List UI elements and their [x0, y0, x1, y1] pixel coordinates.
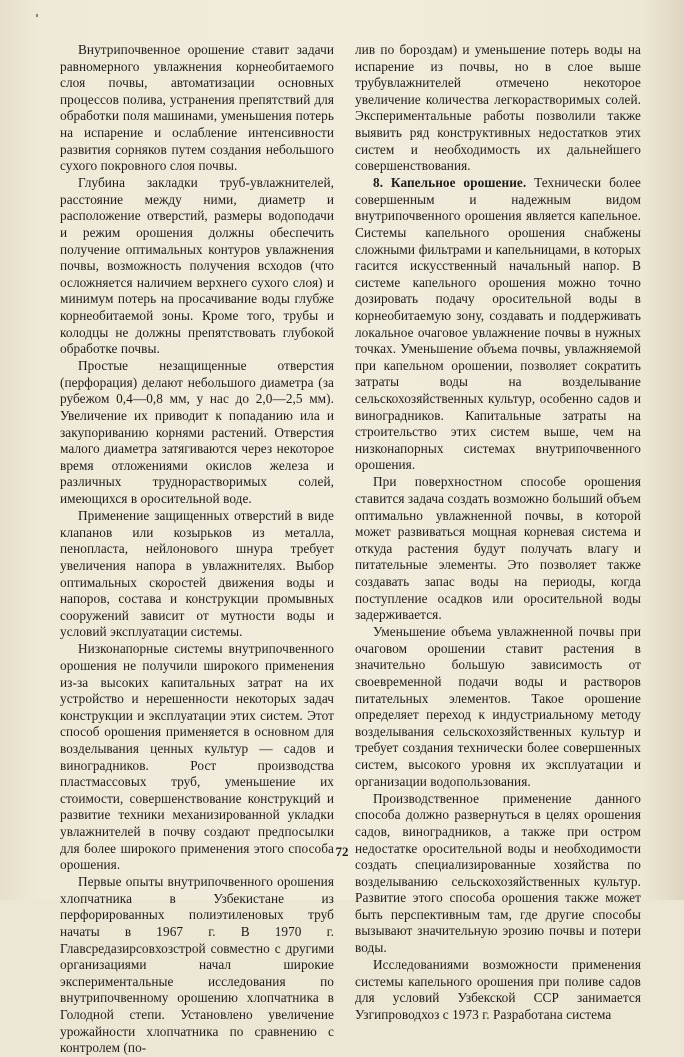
paragraph — [355, 791, 641, 957]
left-text-column — [60, 42, 334, 1057]
paragraph — [60, 175, 334, 358]
paragraph — [355, 624, 641, 790]
paragraph-text: Простые незащищенные отверстия (перфорация) делают небольшого диаметра (за рубежом 0,4—0,8 мм, у нас до 2,0—2,5 мм). Увеличение их приводит к попаданию ила и закупориванию корнями растений. Отверстия малого диаметра затягиваются через некоторое время отложениями окислов железа и различных труднорастворимых солей, имеющихся в оросительной воде. — [60, 358, 334, 507]
page-number: 72 — [335, 844, 349, 859]
paragraph-text: Глубина закладки труб-увлажнителей, расстояние между ними, диаметр и расположение отверстий, размеры водоподачи и режим орошения должны обеспечить получение оптимальных контуров увлажнения почвы, возможность получения всходов (что осложняется наличием верхнего сухого слоя) и минимум потерь на просачивание воды глубже корнеобитаемой зоны. Кроме того, трубы и колодцы не должны препятствовать глубокой обработке почвы. — [60, 175, 334, 357]
paragraph-text: лив по бороздам) и уменьшение потерь воды на испарение из почвы, но в слое выше трубувлажнителей отмечено некоторое увеличение количества легкорастворимых солей. Экспериментальные работы позволили также выявить ряд конструктивных недостатков этих систем и необходимость их дальнейшего совершенствования. — [355, 42, 641, 174]
paragraph-text: Первые опыты внутрипочвенного орошения хлопчатника в Узбекистане из перфорированных полиэтиленовых труб начаты в 1967 г. В 1970 г. Главсредазирсовхозстрой совместно с другими организациями начал широкие экспериментальные исследования по внутрипочвенному орошению хлопчатника в Голодной степи. Установлено увеличение урожайности хлопчатника по сравнению с контролем (по- — [60, 874, 334, 1056]
paragraph — [60, 508, 334, 641]
speck — [36, 14, 38, 17]
right-text-column — [355, 42, 641, 1024]
paragraph — [355, 474, 641, 623]
paragraph-text: Низконапорные системы внутрипочвенного орошения не получили широкого применения из-за высоких капитальных затрат на их устройство и нерешенности некоторых задач конструкции и эксплуатации этих систем. Этот способ орошения применяется в основном для возделывания ценных культур — садов и виноградников. Рост производства пластмассовых труб, уменьшение их стоимости, совершенствование конструкций и развитие техники механизированной укладки увлажнителей в почву создают предпосылки для более широкого применения этого способа орошения. — [60, 641, 334, 873]
paragraph-text: Применение защищенных отверстий в виде клапанов или козырьков из металла, пенопласта, нейлонового шнура требует увеличения напора в увлажнителях. Выбор оптимальных скоростей движения воды и напоров, состава и конструкции промывных сооружений зависит от мутности воды и условий эксплуатации системы. — [60, 508, 334, 640]
paragraph-text: Внутрипочвенное орошение ставит задачи равномерного увлажнения корнеобитаемого слоя почвы, автоматизации основных процессов полива, устранения препятствий для обработки поля машинами, уменьшения потерь на испарение и ослабление интенсивности развития сорняков путем создания небольшого сухого покровного слоя почвы. — [60, 42, 334, 174]
paragraph-text: При поверхностном способе орошения ставится задача создать возможно больший объем оптимально увлажненной почвы, в которой может развиваться мощная корневая система и откуда растения будут получать влагу и питательные элементы. Это позволяет также создавать запас воды на периоды, когда поступление осадков или оросительной воды задерживается. — [355, 474, 641, 623]
paragraph-text: Уменьшение объема увлажненной почвы при очаговом орошении ставит растения в значительно большую зависимость от своевременной подачи воды и растворов питательных элементов. Такое орошение определяет переход к индустриальному методу возделывания сельскохозяйственных культур и требует создания технически более совершенных систем, высокого уровня их эксплуатации и организации водопользования. — [355, 624, 641, 789]
paragraph — [60, 42, 334, 175]
paragraph — [355, 175, 641, 474]
paragraph — [355, 957, 641, 1023]
paragraph-text: Технически более совершенным и надежным видом внутрипочвенного орошения является капельное. Системы капельного орошения снабжены сложными фильтрами и капельницами, в которых гасится искусственный начальный напор. В системе капельного орошения можно точно дозировать подачу оросительной воды в корнеобитаемую зону, создавать и поддерживать локальное очаговое увлажнение почвы в нужных точках. Уменьшение объема почвы, увлажняемой при капельном орошении, позволяет сократить затраты воды на возделывание сельскохозяйственных культур, особенно садов и виноградников. Капитальные затраты на строительство этих систем выше, чем на низконапорных системах внутрипочвенного орошения. — [355, 175, 641, 473]
paragraph — [60, 874, 334, 1057]
paragraph-text: Исследованиями возможности применения системы капельного орошения при поливе садов для условий Узбекской ССР занимается Узгипроводхоз с 1973 г. Разработана система — [355, 957, 641, 1022]
paragraph — [60, 358, 334, 507]
paragraph — [355, 42, 641, 175]
section-heading: 8. Капельное орошение. — [373, 175, 527, 191]
paragraph — [60, 641, 334, 873]
paragraph-text: Производственное применение данного способа должно развернуться в целях орошения садов, виноградников, а также при остром недостатке оросительной воды и необходимости создать специализированные хозяйства по возделыванию сельскохозяйственных культур. Развитие этого способа орошения также может быть перспективным там, где другие способы вызывают значительную эрозию почвы и потери воды. — [355, 790, 641, 956]
